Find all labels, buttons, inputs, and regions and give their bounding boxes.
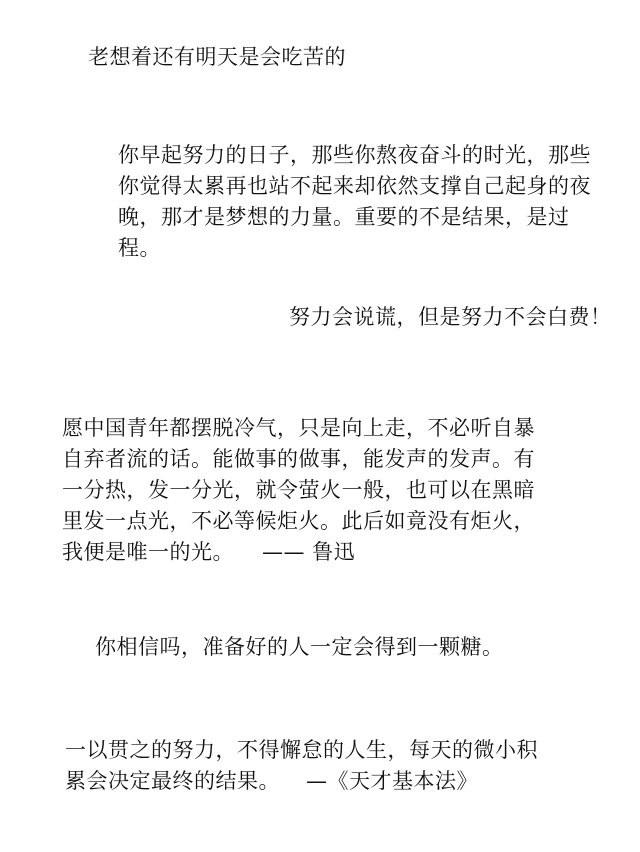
quote-6-line-1: 一以贯之的努力，不得懈怠的人生，每天的微小积 <box>65 738 538 762</box>
quote-1 <box>88 42 346 73</box>
quote-4-line-1: 愿中国青年都摆脱冷气，只是向上走，不必听自暴 <box>62 416 535 440</box>
quote-4-attribution: —— 鲁迅 <box>262 540 356 564</box>
quote-4-line-5-text: 我便是唯一的光。 <box>62 540 234 564</box>
quote-4 <box>62 413 535 568</box>
quote-6 <box>65 735 538 797</box>
quote-4-line-4: 里发一点光，不必等候炬火。此后如竟没有炬火， <box>62 509 535 533</box>
quote-6-line-2-text: 累会决定最终的结果。 <box>65 769 280 793</box>
quote-2 <box>118 140 591 264</box>
quote-2-line-2: 你觉得太累再也站不起来却依然支撑自己起身的夜 <box>118 174 591 198</box>
quote-2-line-1: 你早起努力的日子，那些你熬夜奋斗的时光，那些 <box>118 143 591 167</box>
quote-2-line-3: 晚，那才是梦想的力量。重要的不是结果，是过 <box>118 205 570 229</box>
quote-3-line-1: 努力会说谎，但是努力不会白费！ <box>289 305 612 329</box>
quote-5-line-1: 你相信吗，准备好的人一定会得到一颗糖。 <box>95 635 504 659</box>
quote-4-line-3: 一分热，发一分光，就令萤火一般，也可以在黑暗 <box>62 478 535 502</box>
quote-5 <box>95 632 504 663</box>
quote-2-line-4: 程。 <box>118 236 161 260</box>
quote-4-line-5 <box>62 537 535 568</box>
quote-6-line-2 <box>65 766 538 797</box>
quote-6-attribution: —《天才基本法》 <box>306 769 478 793</box>
quote-3 <box>289 302 612 333</box>
quote-1-line-1: 老想着还有明天是会吃苦的 <box>88 45 346 69</box>
quote-4-line-2: 自弃者流的话。能做事的做事，能发声的发声。有 <box>62 447 535 471</box>
